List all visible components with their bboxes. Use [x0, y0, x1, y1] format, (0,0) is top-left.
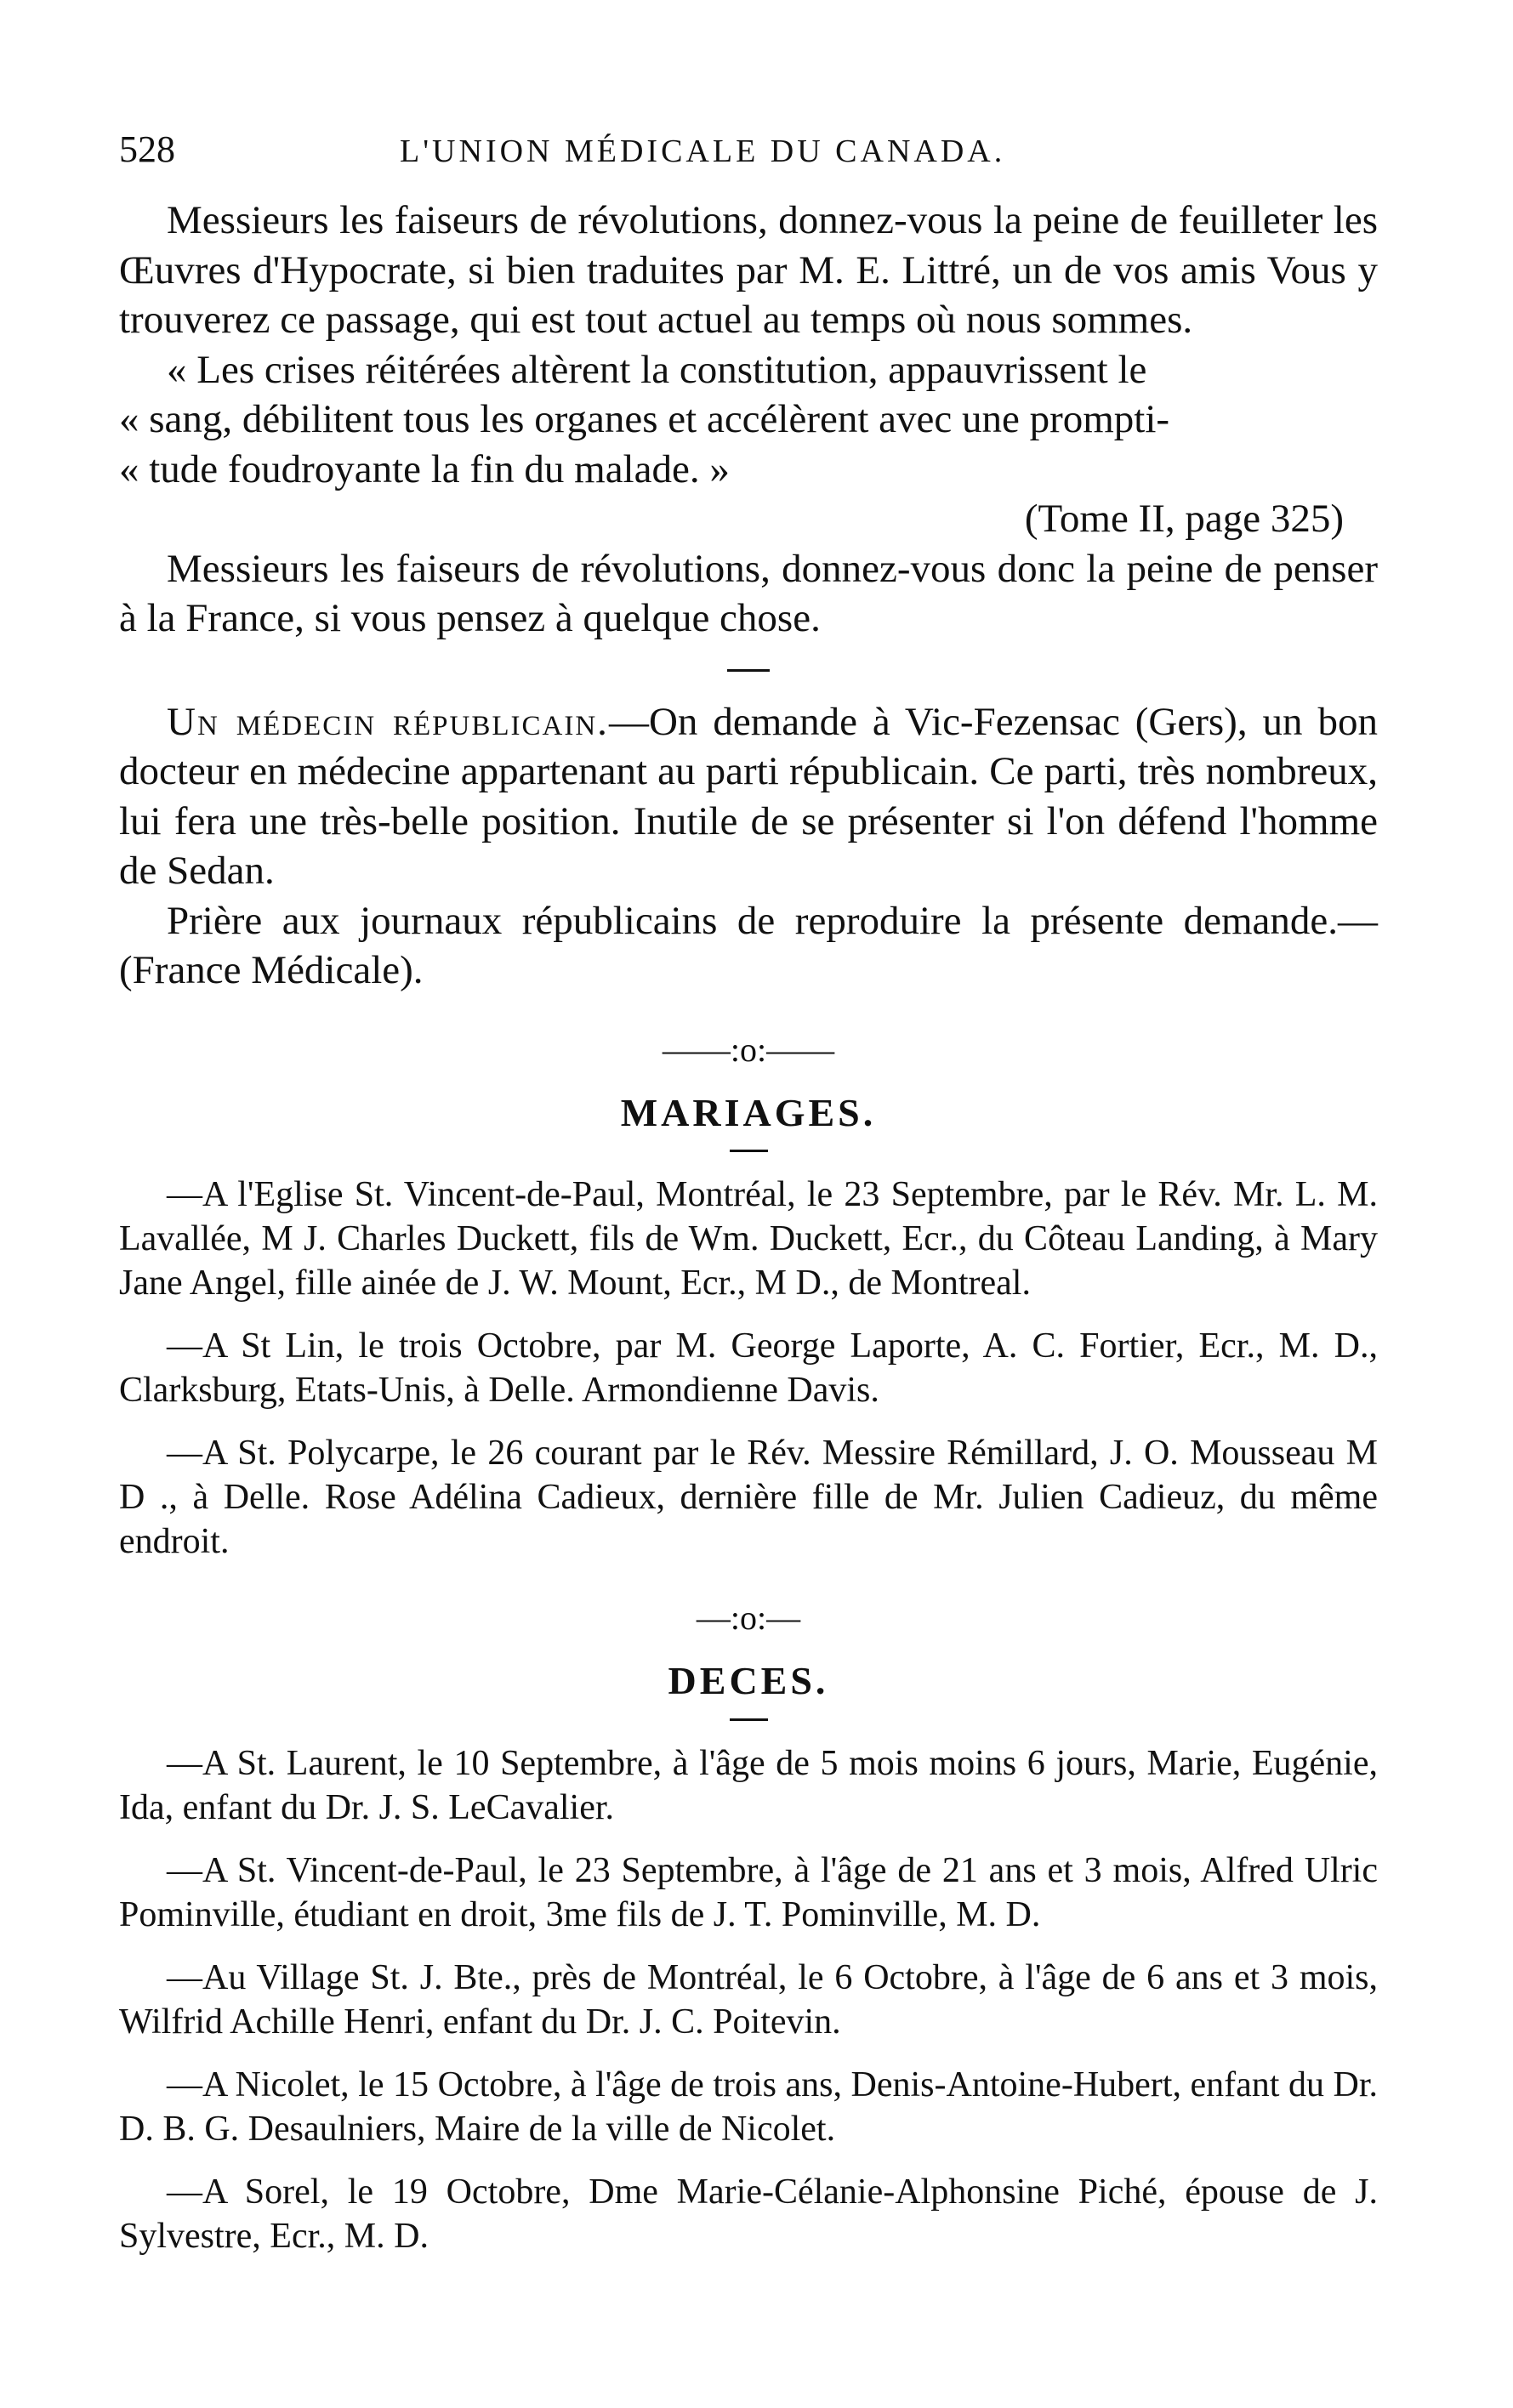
notice-lead: Un médecin républicain. [167, 699, 609, 744]
page-header [119, 128, 1378, 196]
deces-entry: —Au Village St. J. Bte., près de Montréal, le 6 Octobre, à l'âge de 6 ans et 3 mois, Wilfrid Achille Henri, enfant du Dr. J. C. Poitevin. [119, 1957, 1378, 2042]
page [119, 128, 1378, 2258]
page-number: 528 [119, 128, 175, 170]
quote-line: « tude foudroyante la fin du malade. » [119, 446, 730, 491]
deces-entry: —A St. Vincent-de-Paul, le 23 Septembre, à l'âge de 21 ans et 3 mois, Alfred Ulric Pominville, étudiant en droit, 3me fils de J. T. Pominville, M. D. [119, 1850, 1378, 1934]
quote-line: « sang, débilitent tous les organes et accélèrent avec une prompti- [119, 397, 1170, 441]
deces-entry: —A Nicolet, le 15 Octobre, à l'âge de trois ans, Denis-Antoine-Hubert, enfant du Dr. D. B. G. Desaulniers, Maire de la ville de Nicolet. [119, 2064, 1378, 2149]
mariage-entry: —A St. Polycarpe, le 26 courant par le Rév. Messire Rémillard, J. O. Mousseau M D ., à Delle. Rose Adélina Cadieux, dernière fille de Mr. Julien Cadieuz, du même endroit. [119, 1434, 1378, 1561]
notice-paragraph: Prière aux journaux républicains de reproduire la présente demande.—(France Médicale). [119, 898, 1378, 992]
quote-reference: (Tome II, page 325) [1024, 497, 1344, 541]
deces-entry: —A St. Laurent, le 10 Septembre, à l'âge de 5 mois moins 6 jours, Marie, Eugénie, Ida, enfant du Dr. J. S. LeCavalier. [119, 1743, 1378, 1827]
section-title-deces: DECES. [668, 1659, 829, 1702]
section-title-mariages: MARIAGES. [620, 1090, 877, 1134]
divider [730, 1718, 768, 1721]
separator: —:o:— [696, 1599, 801, 1637]
divider [730, 1150, 768, 1152]
mariage-entry: —A l'Eglise St. Vincent-de-Paul, Montréal, le 23 Septembre, par le Rév. Mr. L. M. Lavallée, M J. Charles Duckett, fils de Wm. Duckett, Ecr., du Côteau Landing, à Mary Jane Angel, fille ainée de J. W. Mount, Ecr., M D., de Montreal. [119, 1175, 1378, 1303]
separator: ——:o:—— [662, 1030, 835, 1069]
divider [727, 669, 770, 672]
deces-list [119, 1741, 1378, 2258]
intro-paragraph: Messieurs les faiseurs de révolutions, donnez-vous la peine de feuilleter les Œuvres d'Hypocrate, si bien traduites par M. E. Littré, un de vos amis Vous y trouverez ce passage, qui est tout actuel au temps où nous sommes. [119, 198, 1378, 342]
notice-paragraph [119, 697, 1378, 896]
intro-paragraph: Messieurs les faiseurs de révolutions, donnez-vous donc la peine de penser à la France, si vous pensez à quelque chose. [119, 546, 1378, 640]
mariages-list [119, 1173, 1378, 1564]
deces-entry: —A Sorel, le 19 Octobre, Dme Marie-Célanie-Alphonsine Piché, épouse de J. Sylvestre, Ecr., M. D. [119, 2172, 1378, 2256]
notice-body: —On demande à Vic-Fezensac (Gers), un bon docteur en médecine appartenant au parti républicain. Ce parti, très nombreux, lui fera une très-belle position. Inutile de se présenter si l'on défend l'homme de Sedan. [119, 699, 1378, 893]
running-title: L'UNION MÉDICALE DU CANADA. [400, 133, 1006, 169]
mariage-entry: —A St Lin, le trois Octobre, par M. George Laporte, A. C. Fortier, Ecr., M. D., Clarksburg, Etats-Unis, à Delle. Armondienne Davis. [119, 1326, 1378, 1410]
quote-line: « Les crises réitérées altèrent la constitution, appauvrissent le [167, 347, 1147, 392]
